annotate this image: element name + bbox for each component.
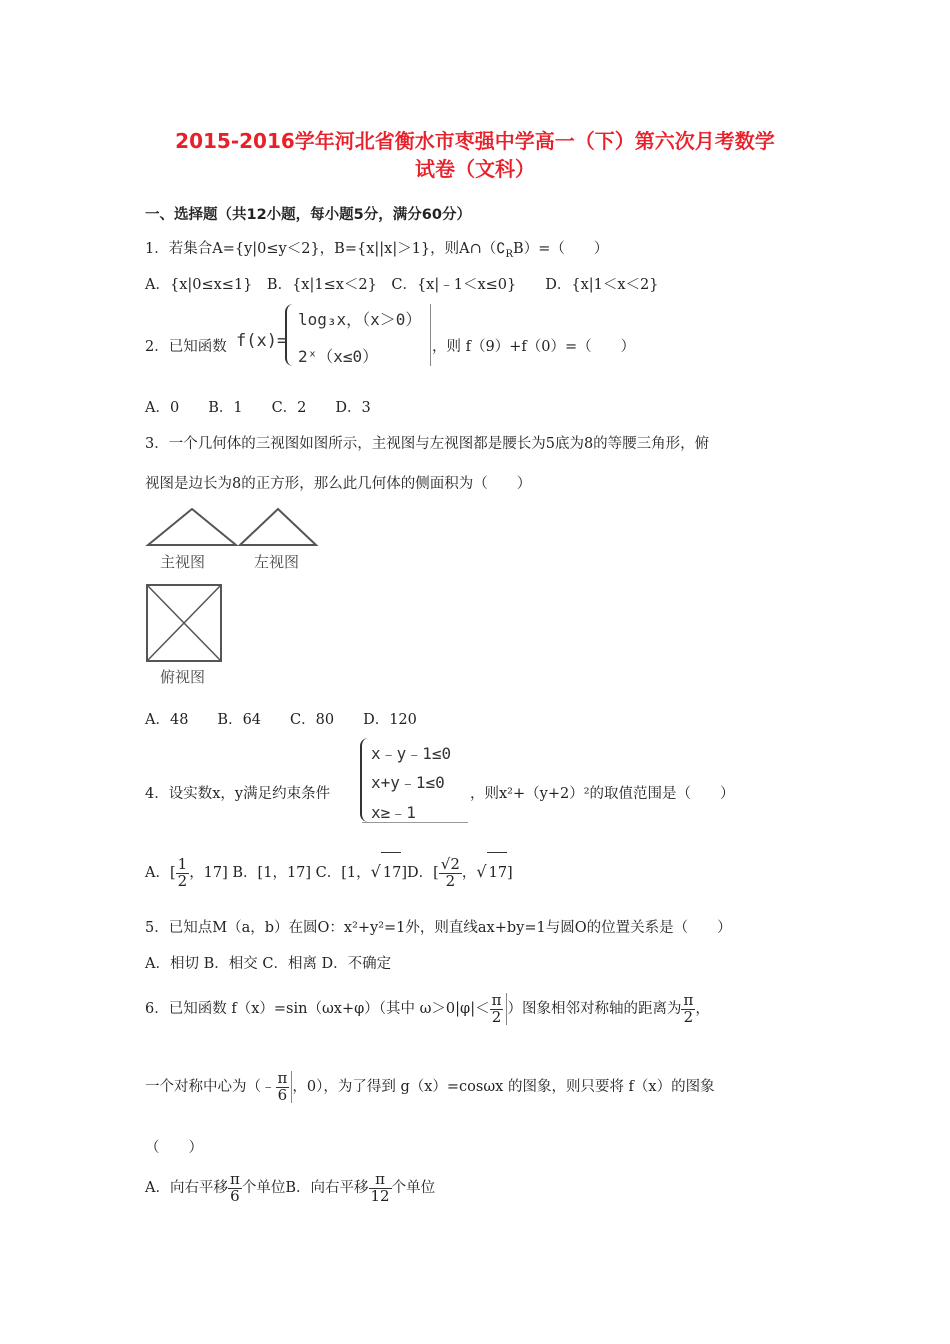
question-3-stem-line2: 视图是边长为8的正方形，那么此几何体的侧面积为（ ） [145, 476, 532, 492]
q2-stem-before: 2．已知函数 [145, 339, 227, 355]
sqrt-sign-icon: √ [476, 862, 487, 881]
q2-case-1: log₃x，（x＞0） [298, 310, 422, 329]
q6-pi-b: π [683, 990, 694, 1009]
left-view-label: 左视图 [254, 553, 300, 571]
q4-option-c-pre: C．[1， [315, 865, 371, 881]
q4-option-d-pre: D．[ [406, 865, 439, 881]
q1-stem-end: B）=（ ） [513, 241, 609, 257]
question-6-line1 [145, 988, 710, 1030]
q4-stem-before: 4．设实数x，y满足约束条件 [145, 786, 331, 802]
q4-constraint-3: x≥﹣1 [371, 803, 416, 822]
q6-option-b-pre: B．向右平移 [285, 1180, 369, 1196]
q6-stem-b: ）图象相邻对称轴的距离为 [507, 1001, 682, 1017]
question-6-options [145, 1166, 435, 1210]
q6-line2-a: 一个对称中心为（﹣ [145, 1079, 276, 1095]
q6-option-b-fraction [369, 1169, 392, 1205]
question-6-line3: （ ） [145, 1140, 203, 1156]
question-3-options: A．48 B．64 C．80 D．120 [145, 712, 417, 728]
question-5-stem: 5．已知点M（a，b）在圆O：x²+y²=1外，则直线ax+by=1与圆O的位置关系是（ ） [145, 920, 732, 936]
q6-fraction-pi-over-2 [490, 990, 508, 1026]
question-3-stem-line1: 3．一个几何体的三视图如图所示，主视图与左视图都是腰长为5底为8的等腰三角形，俯 [145, 436, 710, 452]
q2-stem-after: ，则 f（9）+f（0）=（ ） [432, 339, 636, 355]
question-1-options: A．{x|0≤x≤1} B．{x|1≤x＜2} C．{x|﹣1＜x≤0} D．{x|1＜x＜2} [145, 277, 659, 293]
q6-two-b: 2 [681, 1009, 695, 1026]
top-view-label: 俯视图 [160, 668, 206, 686]
q4-option-d-fraction [439, 854, 462, 890]
q2-formula-edge [430, 304, 431, 366]
q4-formula-edge [362, 822, 468, 823]
q4-option-b: B．[1，17] [232, 865, 312, 881]
q4-constraint-1: x﹣y﹣1≤0 [371, 744, 452, 763]
question-2-options: A．0 B．1 C．2 D．3 [145, 400, 371, 416]
q6-line2-b: ，0），为了得到 g（x）=cosωx 的图象，则只要将 f（x）的图象 [292, 1079, 715, 1095]
q1-subscript: R [505, 248, 514, 260]
left-view-triangle [240, 509, 316, 545]
question-4-options [145, 852, 513, 893]
q6-stem-a: 6．已知函数 f（x）=sin（ωx+φ）（其中 ω＞0|φ|＜ [145, 1001, 490, 1017]
exam-title-line1: 2015-2016学年河北省衡水市枣强中学高一（下）第六次月考数学 [175, 129, 775, 153]
top-view-square [147, 585, 221, 661]
sqrt-sign-icon: √ [370, 862, 381, 881]
q2-brace [285, 304, 293, 366]
q2-case-2: 2ˣ（x≤0） [298, 347, 379, 366]
q4-constraint-2: x+y﹣1≤0 [371, 773, 445, 792]
q6-stem-c: ， [695, 1001, 710, 1017]
q6-option-a-pre: A．向右平移 [145, 1180, 228, 1196]
q4-option-a-fraction [176, 854, 190, 890]
question-6-line2 [145, 1066, 715, 1108]
q4-brace [360, 738, 368, 822]
q4-option-c-post: ] [401, 865, 407, 881]
q6-a-six: 6 [228, 1188, 242, 1205]
section-heading: 一、选择题（共12小题，每小题5分，满分60分） [145, 207, 471, 223]
exam-title-line2: 试卷（文科） [415, 157, 535, 181]
question-5-options: A．相切 B．相交 C．相离 D．不确定 [145, 956, 392, 972]
q6-b-twelve: 12 [370, 1186, 390, 1205]
q4-option-a-post: ，17] [189, 865, 228, 881]
q6-option-a-fraction [228, 1169, 242, 1205]
q6-pi-c: π [277, 1068, 288, 1087]
q4-option-a-pre: A．[ [145, 865, 176, 881]
q1-stem-text: 1．若集合A={y|0≤y＜2}，B={x||x|＞1}，则A∩（∁ [145, 241, 506, 257]
q4-option-d-post: ] [507, 865, 513, 881]
q6-six: 6 [276, 1087, 290, 1104]
q6-fraction-pi-over-6 [276, 1068, 293, 1104]
q6-a-pi: π [229, 1169, 240, 1188]
q4-d-denominator: 2 [439, 873, 462, 890]
q6-option-a-post: 个单位 [241, 1180, 286, 1196]
q2-function-name: f(x)= [236, 331, 288, 351]
q6-fraction-pi-over-2-b [681, 990, 695, 1026]
q4-d-numerator: √2 [440, 854, 460, 873]
q4-frac-denominator: 2 [177, 871, 188, 890]
front-view-triangle [148, 509, 236, 545]
q4-option-d-mid: ， [461, 865, 477, 881]
q4-option-c-radicand: 17 [381, 852, 401, 893]
q6-b-pi: π [375, 1169, 385, 1188]
front-view-label: 主视图 [160, 553, 206, 571]
question-1-stem [145, 237, 608, 260]
q6-pi: π [491, 990, 502, 1009]
q4-stem-after: ，则x²+（y+2）²的取值范围是（ ） [470, 786, 735, 802]
q4-option-d-radicand: 17 [487, 852, 507, 893]
q6-two: 2 [490, 1009, 504, 1026]
q6-option-b-post: 个单位 [391, 1180, 436, 1196]
q4-frac-numerator: 1 [177, 854, 188, 873]
